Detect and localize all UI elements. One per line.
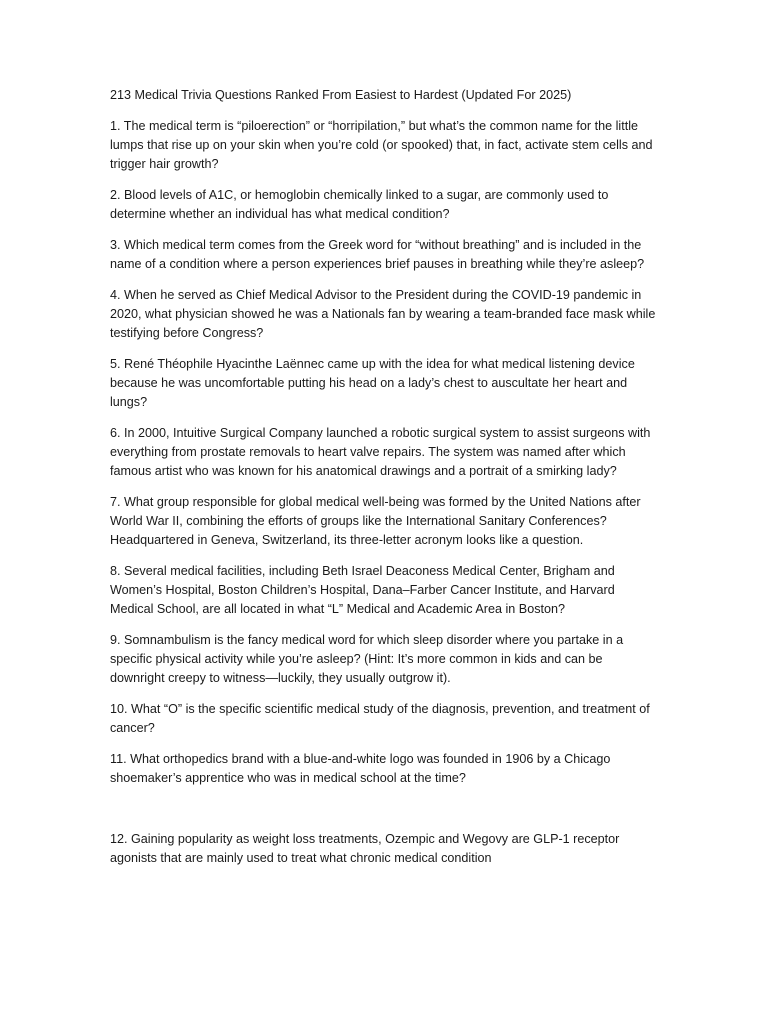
question-10: 10. What “O” is the specific scientific medical study of the diagnosis, prevention, and treatment of cancer? xyxy=(110,702,650,735)
question-1: 1. The medical term is “piloerection” or “horripilation,” but what’s the common name for the little lumps that rise up on your skin when you’re cold (or spooked) that, in fact, activate stem cells and trigger hair growth? xyxy=(110,119,653,171)
question-4: 4. When he served as Chief Medical Advisor to the President during the COVID-19 pandemic in 2020, what physician showed he was a Nationals fan by wearing a team-branded face mask while testifying before Congress? xyxy=(110,288,656,340)
document-title: 213 Medical Trivia Questions Ranked From Easiest to Hardest (Updated For 2025) xyxy=(110,88,572,102)
question-11: 11. What orthopedics brand with a blue-and-white logo was founded in 1906 by a Chicago shoemaker’s apprentice who was in medical school at the time? xyxy=(110,752,611,785)
question-3: 3. Which medical term comes from the Greek word for “without breathing” and is included in the name of a condition where a person experiences brief pauses in breathing while they’re asleep? xyxy=(110,238,645,271)
question-5: 5. René Théophile Hyacinthe Laënnec came up with the idea for what medical listening device because he was uncomfortable putting his head on a lady’s chest to auscultate her heart and lungs? xyxy=(110,357,635,409)
question-8: 8. Several medical facilities, including Beth Israel Deaconess Medical Center, Brigham and Women’s Hospital, Boston Children’s Hospital, Dana–Farber Cancer Institute, and Harvard Medical School, are all located in what “L” Medical and Academic Area in Boston? xyxy=(110,564,615,616)
document-page xyxy=(110,86,658,880)
question-2: 2. Blood levels of A1C, or hemoglobin chemically linked to a sugar, are commonly used to determine whether an individual has what medical condition? xyxy=(110,188,609,221)
question-9: 9. Somnambulism is the fancy medical word for which sleep disorder where you partake in a specific physical activity while you’re asleep? (Hint: It’s more common in kids and can be downright creepy to witness—luckily, they usually outgrow it). xyxy=(110,633,624,685)
question-12: 12. Gaining popularity as weight loss treatments, Ozempic and Wegovy are GLP-1 receptor agonists that are mainly used to treat what chronic medical condition xyxy=(110,832,620,865)
question-6: 6. In 2000, Intuitive Surgical Company launched a robotic surgical system to assist surgeons with everything from prostate removals to heart valve repairs. The system was named after which famous artist who was known for his anatomical drawings and a portrait of a smirking lady? xyxy=(110,426,651,478)
question-7: 7. What group responsible for global medical well-being was formed by the United Nations after World War II, combining the efforts of groups like the International Sanitary Conferences? Headquartered in Geneva, Switzerland, its three-letter acronym looks like a question. xyxy=(110,495,641,547)
